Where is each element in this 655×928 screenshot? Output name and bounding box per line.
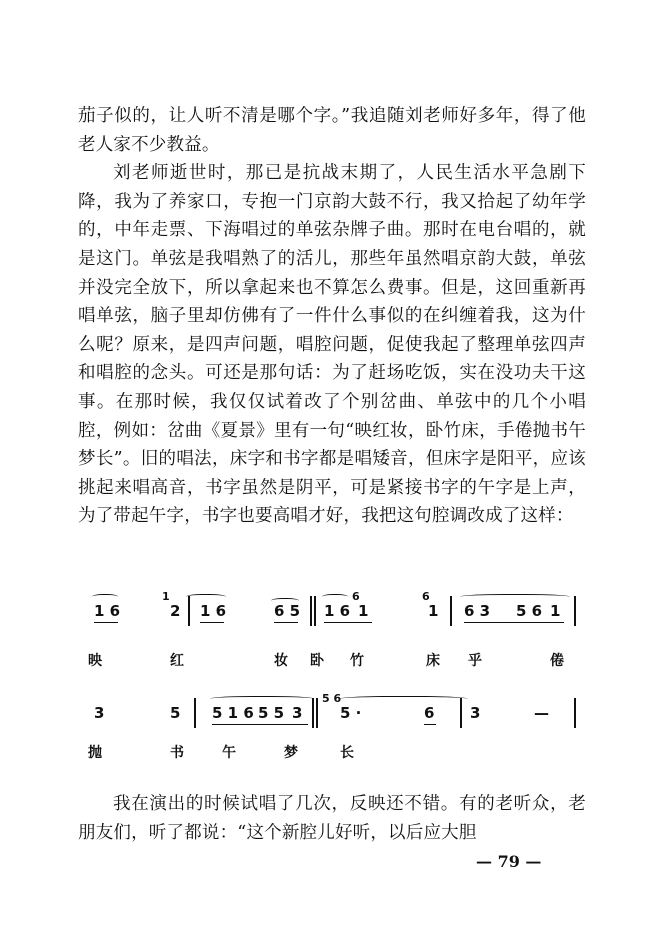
note: 1 — [358, 602, 369, 620]
note: 1 6 — [324, 602, 351, 620]
bar-line — [460, 698, 462, 728]
closing-text — [78, 790, 586, 847]
lyric: 映 — [88, 653, 102, 669]
note: 5 5 — [258, 704, 285, 722]
bar-line — [450, 596, 452, 626]
underline — [212, 724, 308, 725]
note: 6 5 — [274, 602, 301, 620]
note: 1 — [428, 602, 439, 620]
slur — [210, 696, 314, 703]
note: 2 — [170, 602, 181, 620]
bar-line — [194, 698, 196, 728]
page-number: — 79 — — [476, 852, 542, 871]
note: 3 — [470, 704, 481, 722]
paragraph-1: 茄子似的，让人听不清是哪个字。”我追随刘老师好多年，得了他老人家不少教益。 — [78, 106, 586, 155]
score-line-2 — [88, 694, 583, 734]
bar-line — [312, 698, 314, 728]
note: 6 — [424, 704, 435, 722]
grace-note: 1 — [162, 590, 170, 603]
lyric-line-2 — [88, 742, 583, 764]
underline — [94, 622, 118, 623]
note: 1 — [550, 602, 561, 620]
bar-line — [314, 596, 316, 626]
underline — [200, 622, 224, 623]
bar-line — [316, 698, 318, 728]
note: 1 6 — [94, 602, 121, 620]
lyric: 妆 — [274, 653, 288, 669]
bar-line — [574, 698, 576, 728]
note: 1 6 — [200, 602, 227, 620]
underline — [424, 724, 436, 725]
score-line-1 — [88, 592, 583, 632]
bar-line — [574, 596, 576, 626]
lyric: 竹 — [350, 653, 364, 669]
note: 3 — [94, 704, 105, 722]
slur — [460, 594, 570, 601]
slur — [186, 594, 226, 601]
note: 5 1 6 — [212, 704, 254, 722]
underline — [464, 622, 564, 623]
bar-line — [310, 596, 312, 626]
grace-note: 5 6 — [322, 692, 342, 705]
slur — [340, 696, 468, 703]
grace-note: 6 — [422, 590, 430, 603]
note: 6 3 — [464, 602, 491, 620]
lyric: 梦 — [284, 745, 298, 761]
slur — [92, 594, 118, 601]
paragraph-2: 刘老师逝世时，那已是抗战末期了，人民生活水平急剧下降，我为了养家口，专抱一门京韵大鼓不行，我又拾起了幼年学的，中年走票、下海唱过的单弦杂牌子曲。那时在电台唱的，就是这门。单弦是我唱熟了的活儿，那些年虽然唱京韵大鼓，单弦并没完全放下，所以拿起来也不算怎么费事。但是，这回重新再唱单弦，脑子里却仿佛有了一件什么事似的在纠缠着我，这为什么呢？原来，是四声问题，唱腔问题，促使我起了整理单弦四声和唱腔的念头。可还是那句话：为了赶场吃饭，实在没功夫干这事。在那时候，我仅仅试着改了个别岔曲、单弦中的几个小唱腔，例如：岔曲《夏景》里有一句“映红妆，卧竹床，手倦抛书午梦长”。旧的唱法，床字和书字都是唱矮音，但床字是阳平，应该挑起来唱高音，书字虽然是阴平，可是紧接书字的午字是上声，为了带起午字，书字也要高唱才好，我把这句腔调改成了这样： — [78, 163, 586, 527]
lyric-line-1 — [88, 650, 583, 672]
lyric: 抛 — [88, 745, 102, 761]
note: 5 6 — [516, 602, 543, 620]
note: 3 — [292, 704, 303, 722]
lyric: 卧 — [310, 653, 324, 669]
body-text — [78, 102, 586, 531]
grace-note: 6 — [352, 590, 360, 603]
lyric: 床 — [426, 653, 440, 669]
lyric: 长 — [340, 745, 354, 761]
lyric: 红 — [170, 653, 184, 669]
underline — [274, 622, 298, 623]
slur — [322, 594, 348, 601]
note: — — [534, 704, 549, 722]
underline — [324, 622, 372, 623]
lyric: 书 — [170, 745, 184, 761]
note: 5 — [170, 704, 181, 722]
lyric: 午 — [222, 745, 236, 761]
lyric: 倦 — [550, 653, 564, 669]
lyric: 乎 — [468, 653, 482, 669]
note: 5 · — [340, 704, 362, 722]
paragraph-3: 我在演出的时候试唱了几次，反映还不错。有的老听众，老朋友们，听了都说：“这个新腔儿好听，以后应大胆 — [78, 794, 586, 843]
